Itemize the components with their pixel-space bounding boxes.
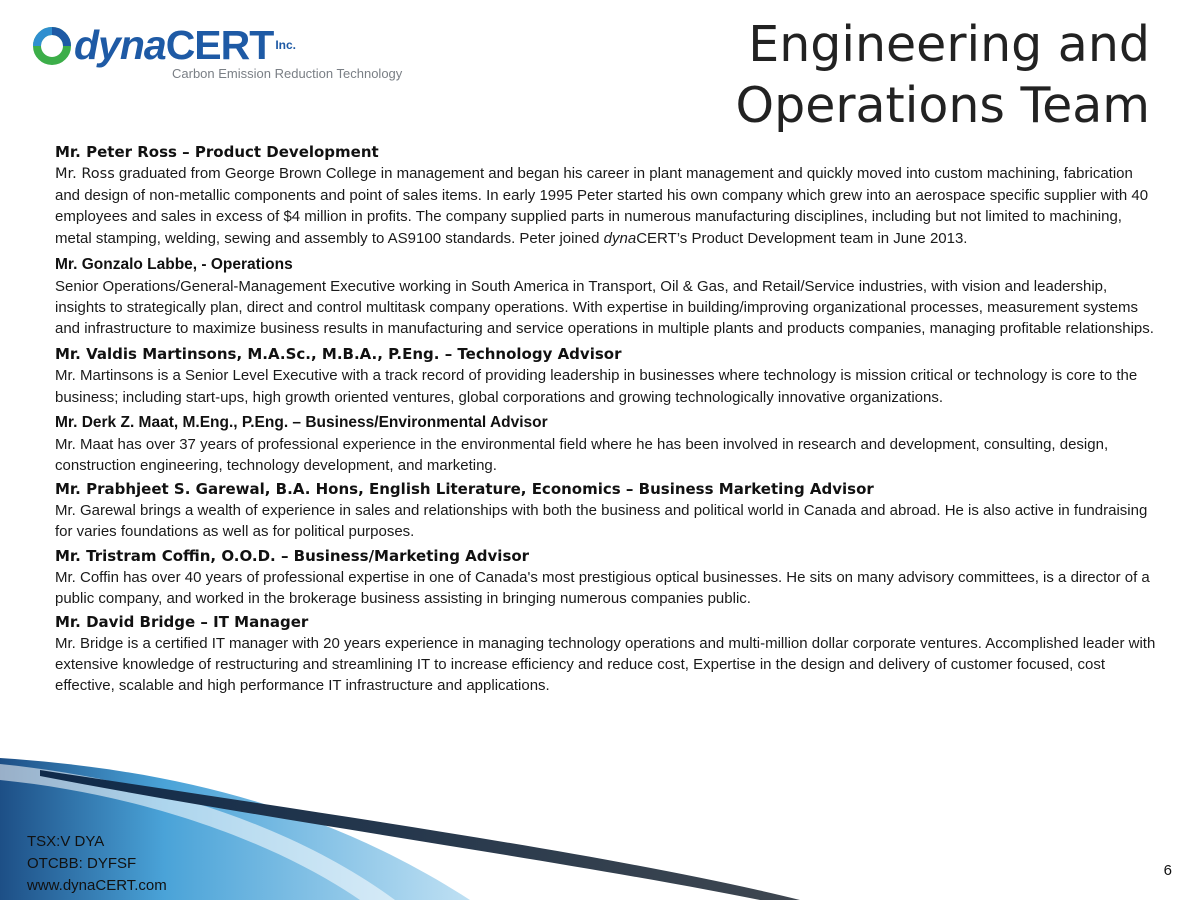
footer-ticker-info xyxy=(27,831,167,897)
logo-tagline: Carbon Emission Reduction Technology xyxy=(172,66,403,81)
team-member-name: Mr. Gonzalo Labbe, - Operations xyxy=(55,255,293,273)
team-member-gonzalo-labbe xyxy=(55,254,1160,340)
slide-title-line-1: Engineering and xyxy=(748,16,1150,73)
team-member-name: Mr. Tristram Coffin, O.O.D. – Business/Marketing Advisor xyxy=(55,546,530,565)
logo-word-dyna: dyna xyxy=(74,22,166,68)
team-member-bio xyxy=(55,163,1160,249)
slide-title-line-2: Operations Team xyxy=(735,77,1150,134)
bio-italic-dyna: dyna xyxy=(603,229,637,247)
bio-text-part-b: CERT’s Product Development team in June 2013. xyxy=(636,229,968,247)
team-member-bio: Mr. Coffin has over 40 years of professional expertise in one of Canada's most prestigious optical businesses. He sits on many advisory committees, is a director of a public company, and worked in the brokerage business assisting in bringing numerous companies public. xyxy=(55,568,1150,607)
team-member-name: Mr. Prabhjeet S. Garewal, B.A. Hons, English Literature, Economics – Business Marketing Advisor xyxy=(55,480,874,499)
team-member-name: Mr. Valdis Martinsons, M.A.Sc., M.B.A., P.Eng. – Technology Advisor xyxy=(55,345,622,364)
footer-website-link[interactable]: www.dynaCERT.com xyxy=(27,877,167,894)
logo-word-cert: CERT xyxy=(165,22,274,68)
logo-wordmark xyxy=(74,22,296,68)
team-member-bio: Mr. Martinsons is a Senior Level Executive with a track record of providing leadership in businesses where technology is mission critical or technology is core to the business; including start-ups, high growth oriented ventures, global corporations and growing technologically innovative organizations. xyxy=(55,367,1138,406)
company-logo xyxy=(32,22,402,84)
logo-word-inc: Inc. xyxy=(275,38,296,52)
bio-prefix: Mr. Ross xyxy=(55,166,115,182)
slide-title xyxy=(736,14,1150,136)
team-member-bio: Senior Operations/General-Management Executive working in South America in Transport, Oil & Gas, and Retail/Service industries, with vision and leadership, insights to strategically plan, direct and control multitask company operations. With expertise in building/improving organizational processes, measurement systems and infrastructure to maximize business results in manufacturing and service operations in multiple plants and products companies, managing profitable relationships. xyxy=(55,277,1154,338)
team-list xyxy=(55,141,1160,697)
team-member-valdis-martinsons xyxy=(55,343,1160,407)
team-member-derk-maat xyxy=(55,412,1160,476)
team-member-name: Mr. Peter Ross – Product Development xyxy=(55,143,379,161)
team-member-bio: Mr. Bridge is a certified IT manager with 20 years experience in managing technology operations and multi-million dollar corporate ventures. Accomplished leader with extensive knowledge of restructuring and streamlining IT to increase efficiency and reduce cost, Expertise in the design and delivery of customer focused, cost effective, scalable and high performance IT infrastructure and applications. xyxy=(55,635,1156,695)
team-member-name: Mr. David Bridge – IT Manager xyxy=(55,613,309,632)
team-member-bio: Mr. Maat has over 37 years of professional experience in the environmental field where he has been involved in research and development, consulting, design, construction engineering, technology development, and marketing. xyxy=(55,435,1109,475)
bio-text-part-a: graduated from George Brown College in management and began his career in plant management and quickly moved into custom machining, fabrication and design of non-metallic components and point of sales items. In early 1995 Peter started his own company which grew into an aerospace specific supplier with 40 employees and sales in excess of $4 million in profits. The company supplied parts in numerous manufacturing disciplines, including but not limited to machining, metal stamping, welding, sewing and assembly to AS9100 standards. Peter joined xyxy=(55,165,1149,247)
dynacert-logo-ring-icon xyxy=(32,26,72,66)
team-member-bio: Mr. Garewal brings a wealth of experience in sales and relationships with both the business and political world in Canada and abroad. He is also active in fundraising for varies foundations as well as for political purposes. xyxy=(55,502,1148,541)
team-member-peter-ross xyxy=(55,141,1160,249)
team-member-tristram-coffin xyxy=(55,545,1160,609)
page-number: 6 xyxy=(1163,862,1172,879)
team-member-name: Mr. Derk Z. Maat, M.Eng., P.Eng. – Business/Environmental Advisor xyxy=(55,413,548,431)
footer-otcbb-symbol: OTCBB: DYFSF xyxy=(27,855,137,872)
footer-tsx-symbol: TSX:V DYA xyxy=(27,833,105,850)
team-member-david-bridge xyxy=(55,611,1160,697)
team-member-prabhjeet-garewal xyxy=(55,478,1160,542)
decorative-swoosh xyxy=(0,750,1200,900)
